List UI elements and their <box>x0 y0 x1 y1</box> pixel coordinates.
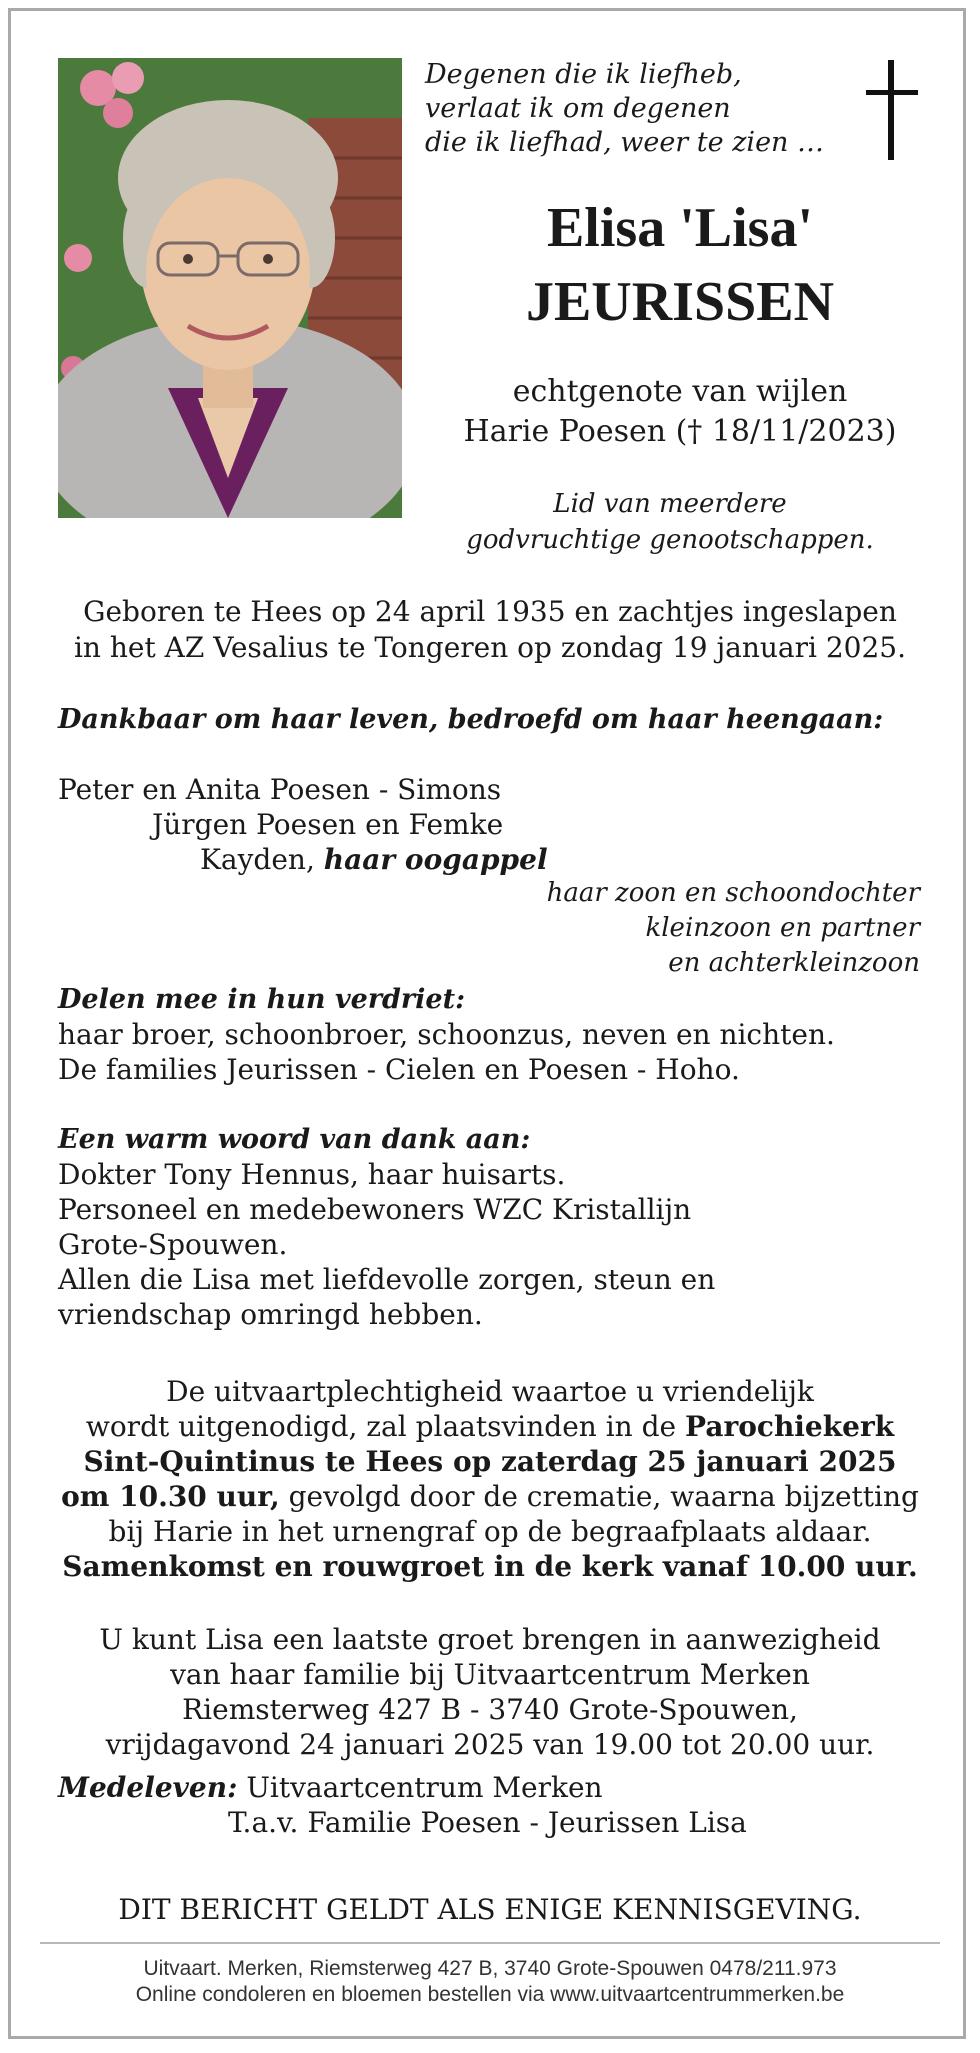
footer-line: Uitvaart. Merken, Riemsterweg 427 B, 3740 Grote-Spouwen 0478/211.973 <box>143 1957 837 1980</box>
visit-section <box>40 1622 940 1762</box>
family-relations <box>547 876 920 981</box>
cross-icon <box>862 60 922 160</box>
share-line: De families Jeurissen - Cielen en Poesen - Hoho. <box>58 1053 740 1086</box>
family-member: Jürgen Poesen en Femke <box>152 808 504 841</box>
ceremony-time: om 10.30 uur, <box>61 1480 280 1513</box>
membership-line: godvruchtige genootschappen. <box>466 525 874 555</box>
family-heading: Dankbaar om haar leven, bedroefd om haar heengaan: <box>58 704 884 735</box>
spouse-line: echtgenote van wijlen <box>512 374 848 409</box>
spouse-line: Harie Poesen († 18/11/2023) <box>463 414 897 449</box>
relation-line: en achterkleinzoon <box>668 948 920 978</box>
ceremony-line: Sint-Quintinus te Hees op zaterdag 25 januari 2025 <box>83 1445 897 1478</box>
family-member-note: haar oogappel <box>323 843 548 876</box>
spouse-info <box>420 372 940 452</box>
ceremony-section <box>40 1374 940 1584</box>
family-members <box>58 772 758 877</box>
membership-info <box>420 486 920 558</box>
thanks-line: Dokter Tony Hennus, haar huisarts. <box>58 1158 566 1191</box>
deceased-first-name: Elisa 'Lisa' <box>546 197 814 259</box>
thanks-line: vriendschap omringd hebben. <box>58 1298 483 1331</box>
thanks-heading: Een warm woord van dank aan: <box>58 1124 531 1155</box>
quote-line: Degenen die ik liefheb, <box>425 59 742 90</box>
birth-line: in het AZ Vesalius te Tongeren op zondag 19 januari 2025. <box>73 631 907 664</box>
family-section <box>58 702 938 737</box>
share-line: haar broer, schoonbroer, schoonzus, neven en nichten. <box>58 1018 835 1051</box>
official-notice: DIT BERICHT GELDT ALS ENIGE KENNISGEVING. <box>118 1893 862 1926</box>
ceremony-church: Parochiekerk <box>685 1410 895 1443</box>
ceremony-line: bij Harie in het urnengraf op de begraafplaats aldaar. <box>108 1515 872 1548</box>
condolences-label: Medeleven: <box>58 1771 238 1804</box>
footer-divider <box>40 1942 940 1944</box>
relation-line: kleinzoon en partner <box>645 913 920 943</box>
thanks-line: Grote-Spouwen. <box>58 1228 288 1261</box>
memorial-quote <box>425 58 845 160</box>
family-member-name: Kayden, <box>200 843 324 876</box>
share-section <box>58 982 938 1087</box>
birth-line: Geboren te Hees op 24 april 1935 en zachtjes ingeslapen <box>83 595 897 628</box>
ceremony-line: Samenkomst en rouwgroet in de kerk vanaf 10.00 uur. <box>62 1550 918 1583</box>
membership-line: Lid van meerdere <box>553 489 787 519</box>
quote-line: verlaat ik om degenen <box>425 93 731 124</box>
share-heading: Delen mee in hun verdriet: <box>58 984 466 1015</box>
condolences-line: T.a.v. Familie Poesen - Jeurissen Lisa <box>228 1806 747 1839</box>
condolences-recipient: Uitvaartcentrum Merken <box>237 1771 603 1804</box>
quote-line: die ik liefhad, weer te zien … <box>425 127 825 158</box>
birth-death-info <box>40 594 940 666</box>
visit-line: van haar familie bij Uitvaartcentrum Merken <box>170 1658 810 1691</box>
visit-line: U kunt Lisa een laatste groet brengen in aanwezigheid <box>99 1623 881 1656</box>
deceased-last-name: JEURISSEN <box>525 271 835 333</box>
ceremony-line <box>40 1479 940 1514</box>
thanks-line: Allen die Lisa met liefdevolle zorgen, steun en <box>58 1263 716 1296</box>
footer-line: Online condoleren en bloemen bestellen via www.uitvaartcentrummerken.be <box>135 1983 845 2006</box>
family-member <box>58 842 758 877</box>
relation-line: haar zoon en schoondochter <box>546 878 920 908</box>
footer <box>40 1956 940 2008</box>
portrait-photo <box>58 58 402 518</box>
ceremony-line <box>40 1409 940 1444</box>
thanks-section <box>58 1122 938 1332</box>
condolences-section <box>58 1770 938 1840</box>
ceremony-text: wordt uitgenodigd, zal plaatsvinden in de <box>85 1410 686 1443</box>
family-member: Peter en Anita Poesen - Simons <box>58 773 502 806</box>
ceremony-text: gevolgd door de crematie, waarna bijzetting <box>279 1480 919 1513</box>
thanks-line: Personeel en medebewoners WZC Kristallijn <box>58 1193 692 1226</box>
visit-line: vrijdagavond 24 januari 2025 van 19.00 tot 20.00 uur. <box>105 1728 875 1761</box>
condolences-line <box>58 1770 938 1805</box>
visit-line: Riemsterweg 427 B - 3740 Grote-Spouwen, <box>182 1693 798 1726</box>
ceremony-line: De uitvaartplechtigheid waartoe u vriendelijk <box>166 1375 814 1408</box>
